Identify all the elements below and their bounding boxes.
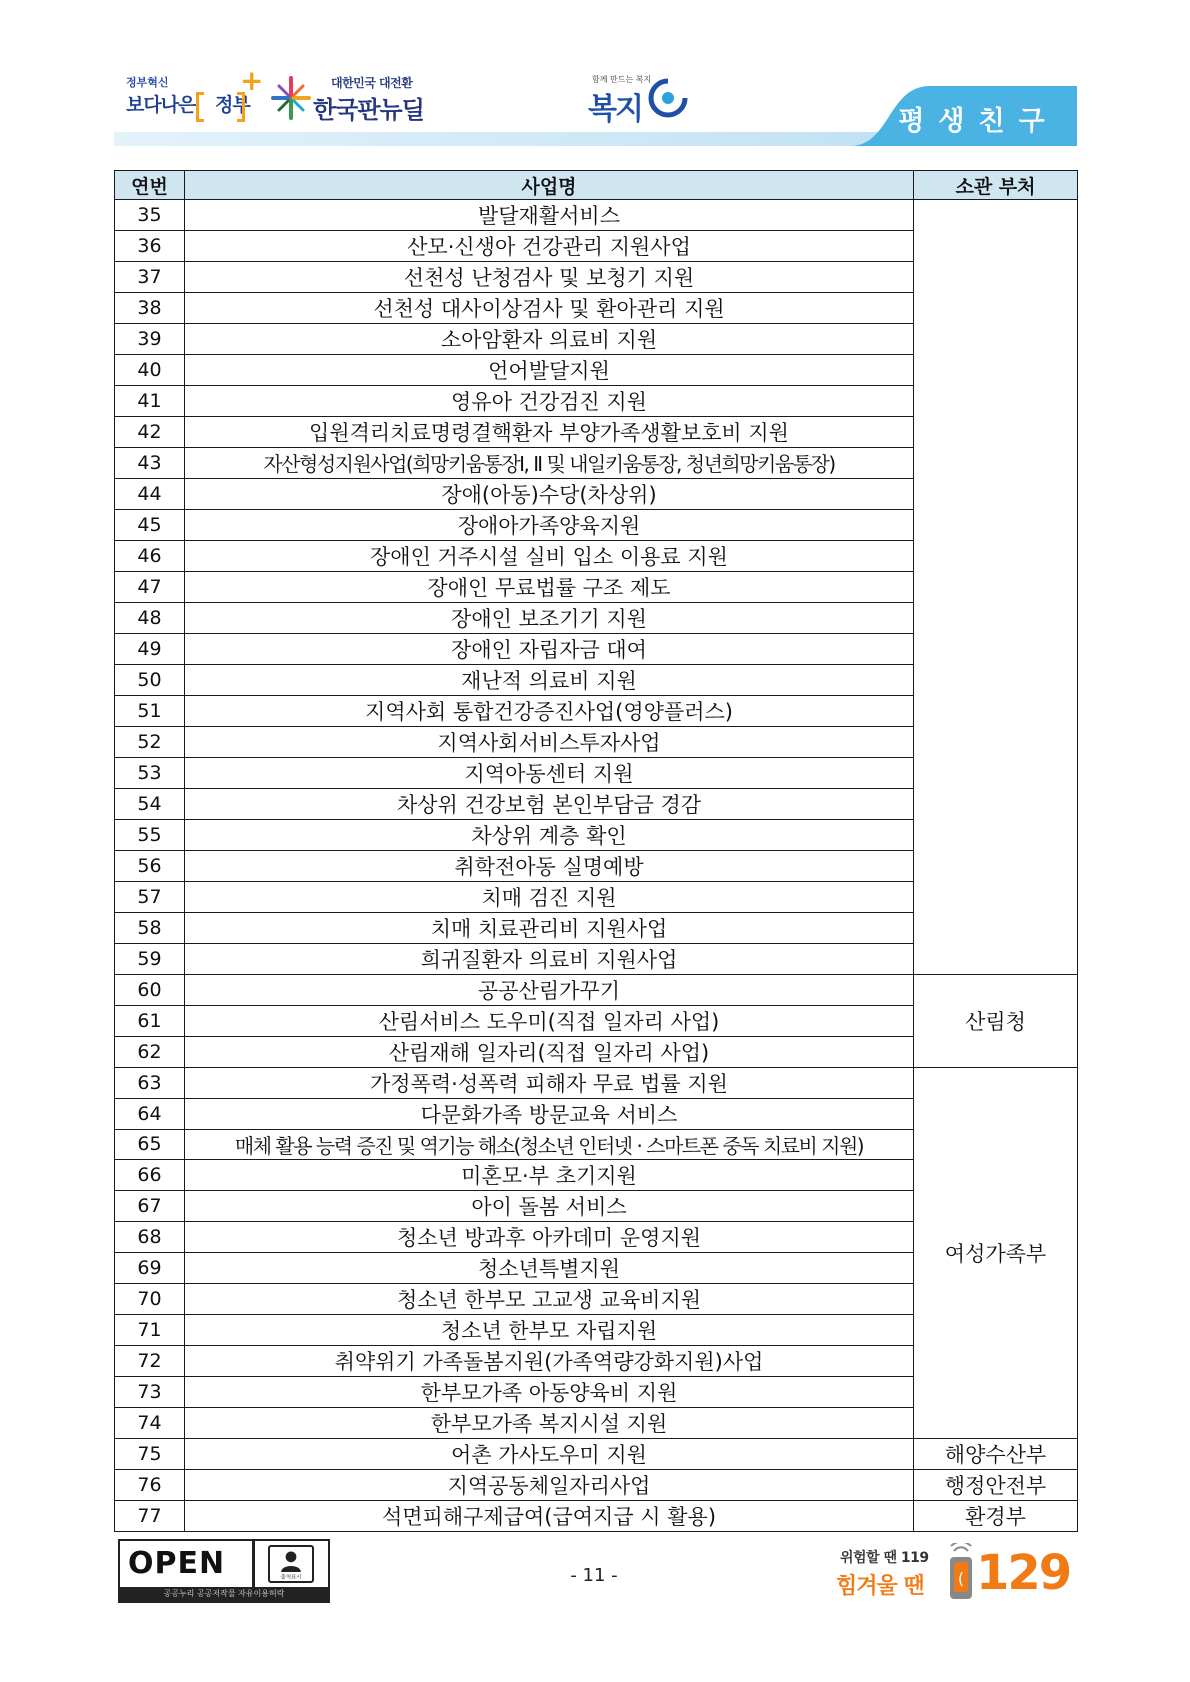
program-name: 청소년 한부모 고교생 교육비지원 xyxy=(185,1284,914,1315)
row-number: 51 xyxy=(115,695,185,726)
program-name: 공공산림가꾸기 xyxy=(185,974,914,1005)
row-number: 47 xyxy=(115,571,185,602)
new-deal-title: 한국판뉴딜 xyxy=(313,96,424,124)
row-number: 65 xyxy=(115,1129,185,1160)
program-name: 미혼모·부 초기지원 xyxy=(185,1160,914,1191)
government-innovation-logo xyxy=(126,64,264,128)
row-number: 48 xyxy=(115,602,185,633)
row-number: 67 xyxy=(115,1191,185,1222)
row-number: 49 xyxy=(115,633,185,664)
program-name: 아이 돌봄 서비스 xyxy=(185,1191,914,1222)
row-number: 60 xyxy=(115,974,185,1005)
row-number: 55 xyxy=(115,819,185,850)
program-name: 자산형성지원사업(희망키움통장Ⅰ, Ⅱ 및 내일키움통장, 청년희망키움통장) xyxy=(185,448,914,479)
row-number: 64 xyxy=(115,1098,185,1129)
header-title: 평생친구 xyxy=(898,106,1059,137)
hotline-number: 129 xyxy=(976,1545,1071,1601)
program-name: 장애인 무료법률 구조 제도 xyxy=(185,571,914,602)
program-name: 다문화가족 방문교육 서비스 xyxy=(185,1098,914,1129)
row-number: 56 xyxy=(115,850,185,881)
program-name: 발달재활서비스 xyxy=(185,200,914,231)
bokji-title: 복지 xyxy=(588,92,642,127)
program-name: 지역아동센터 지원 xyxy=(185,757,914,788)
table-row xyxy=(115,200,1078,231)
column-header-program: 사업명 xyxy=(185,171,914,200)
program-name: 한부모가족 아동양육비 지원 xyxy=(185,1377,914,1408)
row-number: 70 xyxy=(115,1284,185,1315)
row-number: 61 xyxy=(115,1005,185,1036)
attribution-person-icon xyxy=(268,1545,314,1583)
program-name: 지역공동체일자리사업 xyxy=(185,1470,914,1501)
row-number: 45 xyxy=(115,509,185,540)
program-name: 희귀질환자 의료비 지원사업 xyxy=(185,943,914,974)
row-number: 43 xyxy=(115,448,185,479)
program-name: 취약위기 가족돌봄지원(가족역량강화지원)사업 xyxy=(185,1346,914,1377)
program-name: 지역사회 통합건강증진사업(영양플러스) xyxy=(185,695,914,726)
table-row xyxy=(115,1501,1078,1532)
row-number: 73 xyxy=(115,1377,185,1408)
badge-divider xyxy=(252,1541,255,1587)
table-row xyxy=(115,1067,1078,1098)
row-number: 69 xyxy=(115,1253,185,1284)
row-number: 36 xyxy=(115,231,185,262)
program-name: 장애인 거주시설 실비 입소 이용료 지원 xyxy=(185,540,914,571)
program-name: 산림서비스 도우미(직접 일자리 사업) xyxy=(185,1005,914,1036)
open-license-caption: 공공누리 공공저작물 자유이용허락 xyxy=(120,1587,328,1601)
gov-logo-big-text: 보다나은 정부 xyxy=(126,94,250,116)
department-cell xyxy=(914,200,1078,975)
column-header-department: 소관 부처 xyxy=(914,171,1078,200)
program-name: 장애인 자립자금 대여 xyxy=(185,633,914,664)
program-name: 장애아가족양육지원 xyxy=(185,509,914,540)
department-cell: 해양수산부 xyxy=(914,1439,1078,1470)
program-name: 차상위 계층 확인 xyxy=(185,819,914,850)
service-table xyxy=(114,170,1078,1532)
program-name: 소아암환자 의료비 지원 xyxy=(185,324,914,355)
row-number: 38 xyxy=(115,293,185,324)
row-number: 68 xyxy=(115,1222,185,1253)
program-name: 장애(아동)수당(차상위) xyxy=(185,478,914,509)
program-name: 선천성 대사이상검사 및 환아관리 지원 xyxy=(185,293,914,324)
bokji-ring-icon xyxy=(642,74,690,122)
gov-logo-small-text: 정부혁신 xyxy=(126,76,169,89)
program-name: 산림재해 일자리(직접 일자리 사업) xyxy=(185,1036,914,1067)
row-number: 42 xyxy=(115,417,185,448)
row-number: 35 xyxy=(115,200,185,231)
department-cell: 산림청 xyxy=(914,974,1078,1067)
phone-icon xyxy=(946,1543,976,1603)
row-number: 37 xyxy=(115,262,185,293)
program-name: 영유아 건강검진 지원 xyxy=(185,386,914,417)
row-number: 53 xyxy=(115,757,185,788)
row-number: 59 xyxy=(115,943,185,974)
program-name: 청소년 방과후 아카데미 운영지원 xyxy=(185,1222,914,1253)
department-cell: 여성가족부 xyxy=(914,1067,1078,1439)
program-name: 어촌 가사도우미 지원 xyxy=(185,1439,914,1470)
row-number: 57 xyxy=(115,881,185,912)
program-name: 한부모가족 복지시설 지원 xyxy=(185,1408,914,1439)
program-name: 석면피해구제급여(급여지급 시 활용) xyxy=(185,1501,914,1532)
row-number: 71 xyxy=(115,1315,185,1346)
program-name: 청소년 한부모 자립지원 xyxy=(185,1315,914,1346)
program-name: 치매 검진 지원 xyxy=(185,881,914,912)
program-name: 차상위 건강보험 본인부담금 경감 xyxy=(185,788,914,819)
row-number: 58 xyxy=(115,912,185,943)
program-name: 입원격리치료명령결핵환자 부양가족생활보호비 지원 xyxy=(185,417,914,448)
column-header-number: 연번 xyxy=(115,171,185,200)
program-name: 매체 활용 능력 증진 및 역기능 해소(청소년 인터넷 · 스마트폰 중독 치료비 지원) xyxy=(185,1129,914,1160)
page-footer xyxy=(114,1535,1077,1605)
hotline-big-text: 힘겨울 땐 xyxy=(836,1574,924,1599)
svg-text:(: ( xyxy=(957,1569,965,1588)
hotline-small-text: 위험할 땐 119 xyxy=(840,1550,929,1566)
row-number: 66 xyxy=(115,1160,185,1191)
program-name: 재난적 의료비 지원 xyxy=(185,664,914,695)
hotline-129-banner xyxy=(836,1535,1077,1605)
program-name: 지역사회서비스투자사업 xyxy=(185,726,914,757)
program-name: 치매 치료관리비 지원사업 xyxy=(185,912,914,943)
program-name: 언어발달지원 xyxy=(185,355,914,386)
row-number: 40 xyxy=(115,355,185,386)
row-number: 63 xyxy=(115,1067,185,1098)
program-name: 가정폭력·성폭력 피해자 무료 법률 지원 xyxy=(185,1067,914,1098)
korean-new-deal-logo xyxy=(271,70,441,128)
bracket-left-icon xyxy=(196,92,204,122)
bokji-slogan: 함께 만드는 복지 xyxy=(592,75,652,84)
table-row xyxy=(115,974,1078,1005)
row-number: 74 xyxy=(115,1408,185,1439)
row-number: 41 xyxy=(115,386,185,417)
row-number: 50 xyxy=(115,664,185,695)
table-row xyxy=(115,1470,1078,1501)
page-number: - 11 - xyxy=(570,1565,618,1586)
row-number: 75 xyxy=(115,1439,185,1470)
program-name: 장애인 보조기기 지원 xyxy=(185,602,914,633)
row-number: 54 xyxy=(115,788,185,819)
row-number: 76 xyxy=(115,1470,185,1501)
new-deal-slogan: 대한민국 대전환 xyxy=(331,76,413,90)
department-cell: 환경부 xyxy=(914,1501,1078,1532)
kogl-open-license-badge xyxy=(118,1539,330,1603)
new-deal-star-icon xyxy=(271,76,311,120)
row-number: 77 xyxy=(115,1501,185,1532)
row-number: 52 xyxy=(115,726,185,757)
header-title-tab xyxy=(850,86,1077,146)
row-number: 72 xyxy=(115,1346,185,1377)
table-header-row xyxy=(115,171,1078,200)
page-header xyxy=(114,66,1077,148)
plus-icon: + xyxy=(240,64,264,97)
row-number: 46 xyxy=(115,540,185,571)
program-name: 산모·신생아 건강관리 지원사업 xyxy=(185,231,914,262)
row-number: 62 xyxy=(115,1036,185,1067)
department-cell: 행정안전부 xyxy=(914,1470,1078,1501)
row-number: 39 xyxy=(115,324,185,355)
row-number: 44 xyxy=(115,478,185,509)
bokjiro-logo xyxy=(584,68,704,128)
svg-text:출처표시: 출처표시 xyxy=(280,1574,302,1581)
program-name: 청소년특별지원 xyxy=(185,1253,914,1284)
program-name: 선천성 난청검사 및 보청기 지원 xyxy=(185,262,914,293)
table-row xyxy=(115,1439,1078,1470)
program-name: 취학전아동 실명예방 xyxy=(185,850,914,881)
open-label: OPEN xyxy=(128,1546,226,1581)
table-body xyxy=(115,200,1078,1532)
